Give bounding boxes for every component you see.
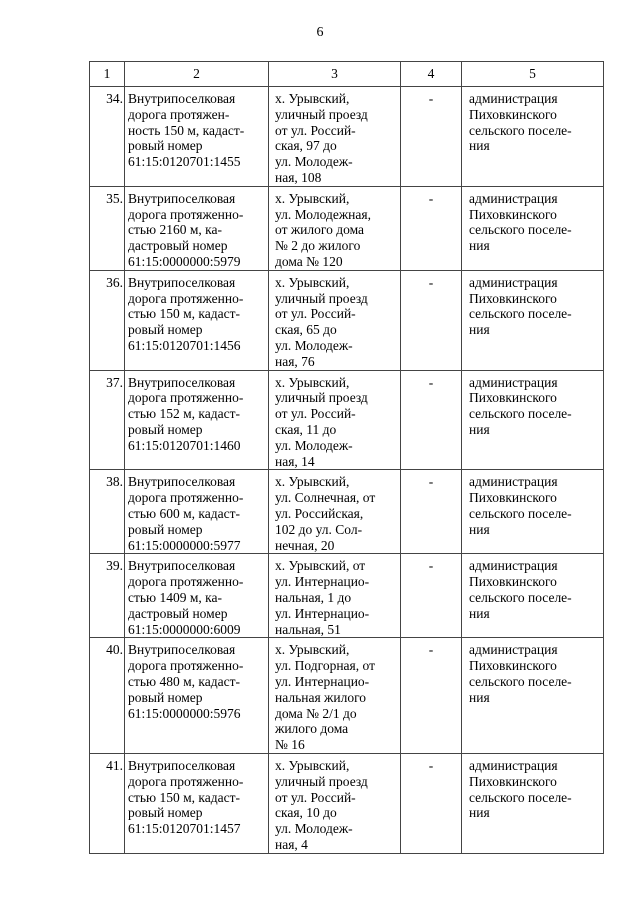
road-address-cell xyxy=(269,554,401,638)
owner-line: Пиховкинского xyxy=(469,206,557,222)
road-address-line: х. Урывский, xyxy=(275,474,350,490)
table-row xyxy=(90,186,604,270)
road-address-line: х. Урывский, xyxy=(275,757,350,773)
road-description-line: 61:15:0000000:6009 xyxy=(128,621,241,637)
owner-line: администрация xyxy=(469,642,558,658)
road-address-line: ная, 14 xyxy=(275,453,315,469)
road-address-line: от жилого дома xyxy=(275,222,365,238)
road-registry-table xyxy=(89,61,604,854)
road-description-line: ровый номер xyxy=(128,421,203,437)
road-description-line: Внутрипоселковая xyxy=(128,274,236,290)
road-address-line: от ул. Россий- xyxy=(275,789,356,805)
owner-line: администрация xyxy=(469,558,558,574)
row-number: 41. xyxy=(90,753,125,853)
road-description-line: ровый номер xyxy=(128,521,203,537)
road-address-line: ул. Интернацио- xyxy=(275,574,370,590)
road-description-line: ровый номер xyxy=(128,138,203,154)
owner-cell xyxy=(462,753,604,853)
road-address-cell xyxy=(269,186,401,270)
road-description-line: 61:15:0000000:5976 xyxy=(128,705,241,721)
road-description-line: дорога протяженно- xyxy=(128,290,244,306)
road-address-line: ская, 10 до xyxy=(275,805,337,821)
road-description-line: стью 1409 м, ка- xyxy=(128,589,223,605)
road-address-line: уличный проезд xyxy=(275,390,368,406)
road-description-line: стью 2160 м, ка- xyxy=(128,222,223,238)
column-header-3: 3 xyxy=(269,62,401,87)
owner-line: сельского поселе- xyxy=(469,306,572,322)
row-number: 40. xyxy=(90,638,125,754)
road-description-line: 61:15:0120701:1455 xyxy=(128,154,241,170)
road-description-line: 61:15:0120701:1456 xyxy=(128,337,241,353)
road-description-line: 61:15:0000000:5979 xyxy=(128,253,241,269)
owner-line: администрация xyxy=(469,757,558,773)
owner-line: ния xyxy=(469,521,490,537)
owner-line: сельского поселе- xyxy=(469,222,572,238)
road-description-line: 61:15:0120701:1460 xyxy=(128,437,241,453)
owner-line: сельского поселе- xyxy=(469,589,572,605)
road-description-line: стью 152 м, кадаст- xyxy=(128,406,241,422)
table-header-row xyxy=(90,62,604,87)
owner-line: Пиховкинского xyxy=(469,574,557,590)
road-address-line: уличный проезд xyxy=(275,773,368,789)
road-address-line: х. Урывский, xyxy=(275,190,350,206)
road-address-line: ул. Солнечная, от xyxy=(275,490,376,506)
road-address-line: дома № 2/1 до xyxy=(275,705,357,721)
road-description-line: 61:15:0120701:1457 xyxy=(128,821,241,837)
owner-cell xyxy=(462,270,604,370)
road-description-line: дорога протяжен- xyxy=(128,106,230,122)
road-address-cell xyxy=(269,87,401,187)
owner-line: ния xyxy=(469,689,490,705)
road-address-line: 102 до ул. Сол- xyxy=(275,521,363,537)
road-description-line: дорога протяженно- xyxy=(128,773,244,789)
road-address-line: жилого дома xyxy=(275,721,349,737)
road-description-line: ровый номер xyxy=(128,322,203,338)
road-description-line: Внутрипоселковая xyxy=(128,558,236,574)
row-number: 38. xyxy=(90,470,125,554)
owner-line: Пиховкинского xyxy=(469,658,557,674)
owner-line: администрация xyxy=(469,190,558,206)
road-address-line: № 2 до жилого xyxy=(275,238,361,254)
road-address-line: х. Урывский, xyxy=(275,91,350,106)
road-description-line: ровый номер xyxy=(128,689,203,705)
road-description-line: стью 480 м, кадаст- xyxy=(128,673,241,689)
owner-line: сельского поселе- xyxy=(469,505,572,521)
road-address-line: х. Урывский, от xyxy=(275,558,366,574)
road-description-line: дорога протяженно- xyxy=(128,390,244,406)
owner-line: ния xyxy=(469,421,490,437)
road-address-line: ная, 76 xyxy=(275,353,315,369)
owner-line: Пиховкинского xyxy=(469,490,557,506)
road-address-line: ул. Молодеж- xyxy=(275,337,353,353)
road-address-line: нальная, 51 xyxy=(275,621,341,637)
owner-line: Пиховкинского xyxy=(469,773,557,789)
encumbrance-cell: - xyxy=(401,370,462,470)
encumbrance-cell: - xyxy=(401,270,462,370)
road-description-line: дастровый номер xyxy=(128,605,228,621)
table-body xyxy=(90,87,604,854)
owner-cell xyxy=(462,638,604,754)
road-address-line: ул. Молодежная, xyxy=(275,206,371,222)
owner-line: сельского поселе- xyxy=(469,122,572,138)
road-description-line: Внутрипоселковая xyxy=(128,757,236,773)
road-description-line: Внутрипоселковая xyxy=(128,642,236,658)
encumbrance-cell: - xyxy=(401,87,462,187)
owner-line: ния xyxy=(469,238,490,254)
owner-cell xyxy=(462,87,604,187)
row-number: 36. xyxy=(90,270,125,370)
road-description-cell xyxy=(125,87,269,187)
encumbrance-cell: - xyxy=(401,753,462,853)
row-number: 39. xyxy=(90,554,125,638)
road-address-line: ская, 11 до xyxy=(275,421,337,437)
road-address-line: х. Урывский, xyxy=(275,274,350,290)
road-address-line: ная, 108 xyxy=(275,169,322,185)
owner-line: Пиховкинского xyxy=(469,290,557,306)
road-description-line: Внутрипоселковая xyxy=(128,374,236,390)
road-description-cell xyxy=(125,270,269,370)
table-row xyxy=(90,470,604,554)
owner-cell xyxy=(462,554,604,638)
road-address-line: ская, 97 до xyxy=(275,138,337,154)
road-description-cell xyxy=(125,370,269,470)
owner-cell xyxy=(462,370,604,470)
owner-line: ния xyxy=(469,138,490,154)
owner-line: сельского поселе- xyxy=(469,789,572,805)
road-address-cell xyxy=(269,753,401,853)
owner-line: сельского поселе- xyxy=(469,406,572,422)
road-address-line: ная, 4 xyxy=(275,836,308,852)
road-address-line: х. Урывский, xyxy=(275,374,350,390)
owner-cell xyxy=(462,186,604,270)
road-description-cell xyxy=(125,470,269,554)
road-address-line: ул. Интернацио- xyxy=(275,605,370,621)
row-number: 37. xyxy=(90,370,125,470)
column-header-5: 5 xyxy=(462,62,604,87)
road-description-line: дастровый номер xyxy=(128,238,228,254)
owner-line: администрация xyxy=(469,274,558,290)
road-address-line: от ул. Россий- xyxy=(275,406,356,422)
road-address-cell xyxy=(269,638,401,754)
owner-line: Пиховкинского xyxy=(469,106,557,122)
road-address-line: дома № 120 xyxy=(275,253,343,269)
encumbrance-cell: - xyxy=(401,470,462,554)
table-row xyxy=(90,270,604,370)
owner-line: администрация xyxy=(469,374,558,390)
road-description-line: стью 600 м, кадаст- xyxy=(128,505,241,521)
table-row xyxy=(90,753,604,853)
owner-line: ния xyxy=(469,322,490,338)
road-description-line: ровый номер xyxy=(128,805,203,821)
owner-cell xyxy=(462,470,604,554)
table-row xyxy=(90,87,604,187)
road-description-line: дорога протяженно- xyxy=(128,658,244,674)
road-description-line: стью 150 м, кадаст- xyxy=(128,306,241,322)
row-number: 35. xyxy=(90,186,125,270)
road-address-line: нальная, 1 до xyxy=(275,589,352,605)
road-address-line: х. Урывский, xyxy=(275,642,350,658)
road-description-line: ность 150 м, кадаст- xyxy=(128,122,245,138)
road-address-line: нальная жилого xyxy=(275,689,367,705)
road-description-line: стью 150 м, кадаст- xyxy=(128,789,241,805)
road-address-line: от ул. Россий- xyxy=(275,122,356,138)
column-header-4: 4 xyxy=(401,62,462,87)
column-header-2: 2 xyxy=(125,62,269,87)
road-description-line: Внутрипоселковая xyxy=(128,91,236,106)
owner-line: ния xyxy=(469,805,490,821)
encumbrance-cell: - xyxy=(401,186,462,270)
encumbrance-cell: - xyxy=(401,638,462,754)
road-address-line: ул. Интернацио- xyxy=(275,673,370,689)
owner-line: ния xyxy=(469,605,490,621)
table-row xyxy=(90,638,604,754)
owner-line: администрация xyxy=(469,474,558,490)
road-description-line: дорога протяженно- xyxy=(128,206,244,222)
road-description-cell xyxy=(125,753,269,853)
road-description-cell xyxy=(125,554,269,638)
owner-line: администрация xyxy=(469,91,558,106)
road-description-line: дорога протяженно- xyxy=(128,490,244,506)
road-address-line: № 16 xyxy=(275,737,305,753)
road-address-line: ул. Молодеж- xyxy=(275,821,353,837)
road-description-line: Внутрипоселковая xyxy=(128,474,236,490)
road-address-cell xyxy=(269,370,401,470)
table-row xyxy=(90,370,604,470)
road-address-line: ул. Российская, xyxy=(275,505,364,521)
road-address-line: ул. Молодеж- xyxy=(275,437,353,453)
road-description-line: дорога протяженно- xyxy=(128,574,244,590)
road-address-line: от ул. Россий- xyxy=(275,306,356,322)
page-number: 6 xyxy=(316,25,324,40)
row-number: 34. xyxy=(90,87,125,187)
road-address-line: ул. Подгорная, от xyxy=(275,658,375,674)
road-address-line: уличный проезд xyxy=(275,106,368,122)
owner-line: сельского поселе- xyxy=(469,673,572,689)
table-row xyxy=(90,554,604,638)
road-description-cell xyxy=(125,638,269,754)
road-address-line: ская, 65 до xyxy=(275,322,337,338)
road-address-cell xyxy=(269,270,401,370)
road-address-line: ул. Молодеж- xyxy=(275,154,353,170)
road-address-line: нечная, 20 xyxy=(275,537,335,553)
road-address-line: уличный проезд xyxy=(275,290,368,306)
road-description-line: 61:15:0000000:5977 xyxy=(128,537,241,553)
column-header-1: 1 xyxy=(90,62,125,87)
road-address-cell xyxy=(269,470,401,554)
road-description-cell xyxy=(125,186,269,270)
encumbrance-cell: - xyxy=(401,554,462,638)
road-description-line: Внутрипоселковая xyxy=(128,190,236,206)
owner-line: Пиховкинского xyxy=(469,390,557,406)
